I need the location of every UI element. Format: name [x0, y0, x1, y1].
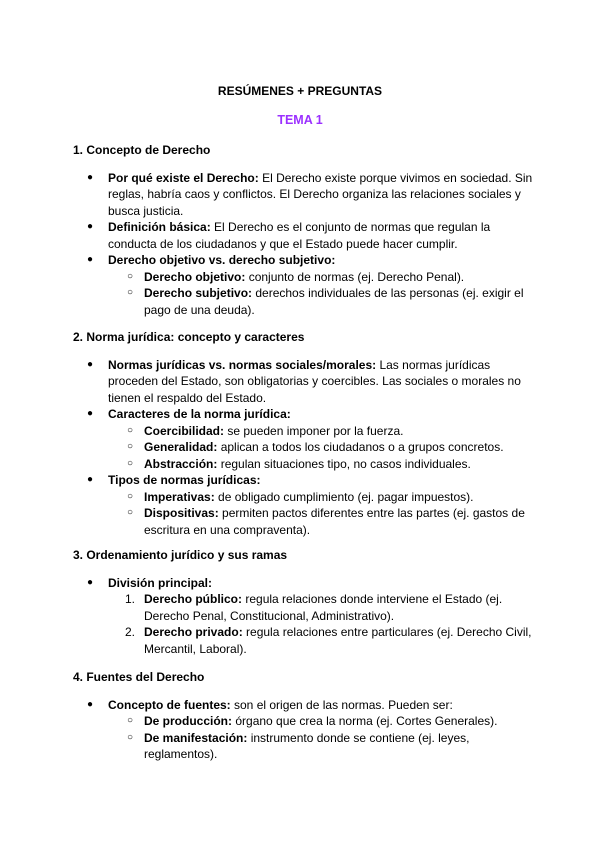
list-item	[73, 357, 533, 407]
sub-list-item	[73, 489, 533, 506]
bullet-icon: ●	[87, 576, 94, 588]
item-label: Derecho privado:	[144, 625, 243, 639]
item-text: regula relaciones donde interviene el Estado (ej. Derecho Penal, Constitucional, Administrativo).	[144, 592, 503, 623]
circle-bullet-icon: ○	[127, 270, 134, 282]
item-label: De manifestación:	[144, 730, 248, 745]
sub-list-item	[73, 456, 533, 473]
bullet-icon: ●	[87, 698, 94, 710]
sub-list-item	[73, 505, 533, 538]
section-4	[73, 669, 533, 763]
item-label: Derecho público:	[144, 592, 243, 606]
item-text: Las normas jurídicas proceden del Estado, son obligatorias y coercibles. Las sociales o morales no tienen el respaldo del Estado.	[108, 357, 521, 405]
list-item	[73, 697, 533, 714]
sub-list-item	[73, 730, 533, 763]
section-1	[73, 142, 533, 318]
circle-bullet-icon: ○	[127, 441, 134, 452]
item-text: instrumento donde se contiene (ej. leyes, reglamentos).	[144, 730, 470, 761]
list-item	[73, 170, 533, 220]
list-item	[73, 406, 533, 423]
section-heading: 1. Concepto de Derecho	[73, 143, 211, 157]
item-label: Coercibilidad:	[144, 423, 225, 438]
item-label: Concepto de fuentes:	[108, 697, 231, 712]
item-text: se pueden imponer por la fuerza.	[224, 423, 404, 438]
item-label: Abstracción:	[144, 456, 218, 471]
item-label: Definición básica:	[108, 220, 211, 234]
sub-list-item	[73, 423, 533, 440]
item-label: Generalidad:	[144, 440, 218, 454]
circle-bullet-icon: ○	[127, 424, 134, 436]
item-text: El Derecho es el conjunto de normas que regulan la conducta de los ciudadanos y que el Estado puede hacer cumplir.	[108, 220, 491, 251]
circle-bullet-icon: ○	[127, 715, 134, 726]
item-text: órgano que crea la norma (ej. Cortes Generales).	[232, 714, 498, 728]
list-item	[73, 575, 533, 592]
bullet-icon: ●	[87, 254, 94, 265]
item-label: Derecho objetivo:	[144, 269, 246, 284]
section-heading: 4. Fuentes del Derecho	[73, 670, 205, 684]
item-text: derechos individuales de las personas (ej. exigir el pago de una deuda).	[144, 286, 524, 317]
section-3	[73, 547, 533, 657]
circle-bullet-icon: ○	[127, 457, 134, 469]
item-label: Normas jurídicas vs. normas sociales/morales:	[108, 357, 377, 372]
section-2	[73, 329, 533, 538]
section-heading: 3. Ordenamiento jurídico y sus ramas	[73, 548, 288, 562]
item-text: regula relaciones entre particulares (ej. Derecho Civil, Mercantil, Laboral).	[144, 625, 532, 656]
item-label: De producción:	[144, 714, 233, 728]
item-label: División principal:	[108, 575, 213, 590]
item-number: 2.	[125, 625, 136, 639]
circle-bullet-icon: ○	[127, 731, 134, 743]
item-label: Caracteres de la norma jurídica:	[108, 407, 291, 421]
item-label: Derecho objetivo vs. derecho subjetivo:	[108, 253, 336, 267]
bullet-icon: ●	[87, 358, 94, 370]
item-label: Dispositivas:	[144, 506, 219, 520]
numbered-item	[73, 624, 533, 657]
item-label: Derecho subjetivo:	[144, 286, 253, 300]
tema-heading: TEMA 1	[277, 113, 323, 127]
bullet-icon: ●	[87, 474, 94, 485]
item-text: El Derecho existe porque vivimos en sociedad. Sin reglas, habría caos y conflictos. El Derecho organiza las relaciones sociales y busca justicia.	[108, 170, 533, 218]
sub-list-item	[73, 285, 533, 318]
item-number: 1.	[125, 592, 136, 606]
item-text: regulan situaciones tipo, no casos individuales.	[217, 456, 471, 471]
item-text: aplican a todos los ciudadanos o a grupos concretos.	[217, 440, 504, 454]
item-label: Tipos de normas jurídicas:	[108, 473, 261, 487]
list-item	[73, 219, 533, 252]
item-label: Por qué existe el Derecho:	[108, 170, 259, 185]
document-title: RESÚMENES + PREGUNTAS	[217, 84, 383, 98]
list-item	[73, 252, 533, 269]
numbered-item	[73, 591, 533, 624]
list-item	[73, 472, 533, 489]
bullet-icon: ●	[87, 171, 94, 183]
sub-list-item	[73, 269, 533, 286]
circle-bullet-icon: ○	[127, 490, 134, 502]
sub-list-item	[73, 439, 533, 456]
bullet-icon: ●	[87, 221, 94, 232]
item-label: Imperativas:	[144, 489, 215, 504]
item-text: permiten pactos diferentes entre las partes (ej. gastos de escritura en una compraventa).	[144, 506, 525, 537]
circle-bullet-icon: ○	[127, 507, 134, 518]
bullet-icon: ●	[87, 408, 94, 419]
item-text: son el origen de las normas. Pueden ser:	[230, 697, 453, 712]
item-text: conjunto de normas (ej. Derecho Penal).	[245, 269, 465, 284]
sub-list-item	[73, 713, 533, 730]
item-text: de obligado cumplimiento (ej. pagar impuestos).	[214, 489, 474, 504]
circle-bullet-icon: ○	[127, 287, 134, 298]
section-heading: 2. Norma jurídica: concepto y caracteres	[73, 330, 305, 344]
